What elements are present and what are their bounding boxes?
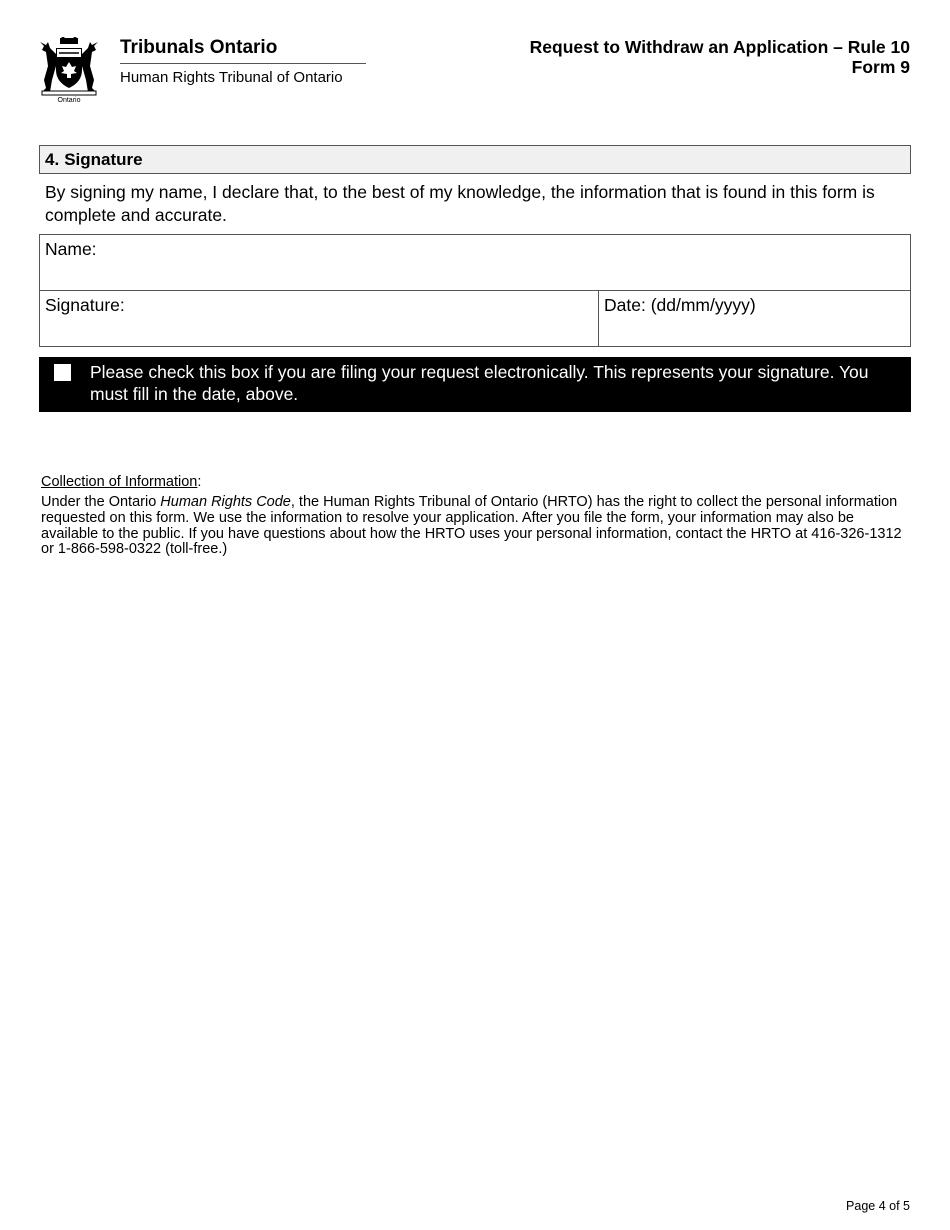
collection-body-post: , the Human Rights Tribunal of Ontario (HRTO) has the right to collect the personal information requested on this form. We use the information to resolve your application. After you file the form, your information may also be available to the public. If you have questions about how the HRTO uses your personal information, contact the HRTO at 416-326-1312 or 1-866-598-0322 (toll-free.) <box>41 494 902 558</box>
electronic-filing-checkbox[interactable] <box>54 364 71 381</box>
collection-heading-colon: : <box>197 474 202 490</box>
date-label: Date: (dd/mm/yyyy) <box>604 295 756 315</box>
section-header-signature <box>39 145 911 174</box>
electronic-filing-text: Please check this box if you are filing your request electronically. This represents your signature. You must fill in the date, above. <box>90 362 869 404</box>
page-number: Page 4 of 5 <box>846 1199 910 1213</box>
declaration-text: By signing my name, I declare that, to the best of my knowledge, the information that is found in this form is complete and accurate. <box>45 182 875 225</box>
name-label: Name: <box>45 239 97 259</box>
date-field[interactable] <box>599 291 910 346</box>
form-title-line2: Form 9 <box>851 57 910 77</box>
signature-field[interactable] <box>40 291 599 346</box>
logo-wordmark: Ontario <box>57 97 81 104</box>
organization-block <box>120 36 366 86</box>
collection-body <box>41 495 911 558</box>
collection-body-pre: Under the Ontario <box>41 494 161 510</box>
form-title-line1: Request to Withdraw an Application – Rule 10 <box>529 37 910 57</box>
form-title <box>530 37 910 77</box>
section-title: Signature <box>64 150 143 169</box>
org-divider <box>120 63 366 64</box>
collection-heading <box>41 474 201 491</box>
signature-fields-table <box>39 234 911 347</box>
section-number: 4. <box>45 150 60 169</box>
electronic-filing-banner <box>39 357 911 412</box>
org-name: Tribunals Ontario <box>120 37 278 58</box>
org-subtitle: Human Rights Tribunal of Ontario <box>120 69 343 86</box>
name-field[interactable] <box>40 235 910 291</box>
collection-body-italic: Human Rights Code <box>160 494 291 510</box>
signature-label: Signature: <box>45 295 125 315</box>
ontario-coat-of-arms-logo <box>36 36 102 104</box>
collection-heading-text: Collection of Information <box>41 474 198 490</box>
